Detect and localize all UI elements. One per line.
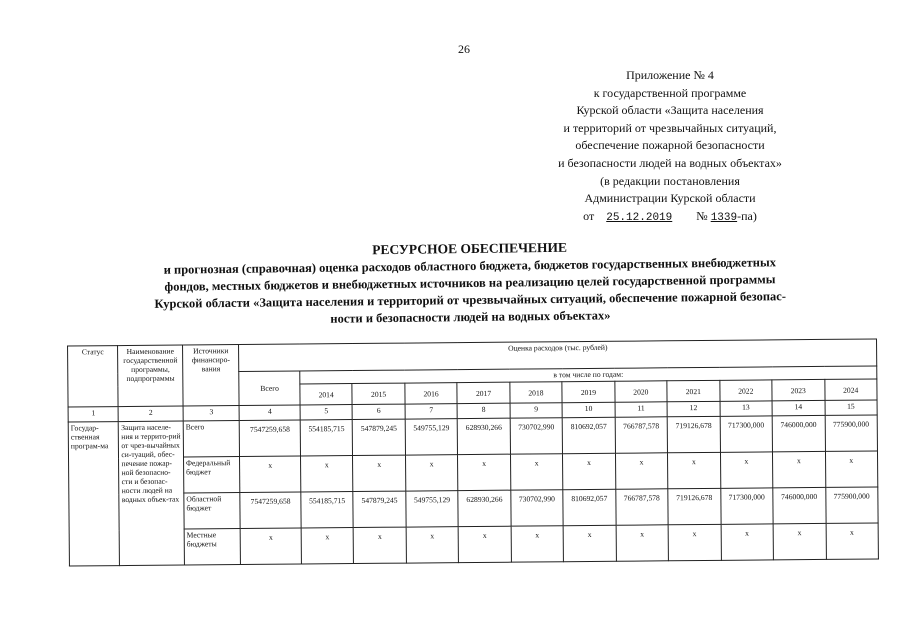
year-value-cell: 719126,678 xyxy=(668,488,721,524)
year-value-cell: 547879,245 xyxy=(353,491,406,527)
source-cell: Областной бюджет xyxy=(184,493,241,529)
year-value-cell: 554185,715 xyxy=(301,492,354,528)
total-cell: 7547259,658 xyxy=(240,492,301,529)
column-number: 1 xyxy=(68,407,119,422)
year-value-cell: x xyxy=(563,453,616,489)
appendix-block xyxy=(520,67,820,227)
year-value-cell: x xyxy=(773,523,826,559)
header-year: 2016 xyxy=(405,383,458,404)
decree-prefix: от xyxy=(583,208,595,223)
header-year: 2017 xyxy=(457,382,510,403)
column-number: 8 xyxy=(457,403,510,418)
title-line: и прогнозная (справочная) оценка расходов областного бюджета, бюджетов государственных внебюджетных xyxy=(163,255,777,277)
table-body xyxy=(68,415,878,566)
source-cell: Всего xyxy=(183,421,240,457)
year-value-cell: 775900,000 xyxy=(825,487,878,523)
appendix-line: Курской области «Защита населения xyxy=(576,103,764,118)
header-year: 2021 xyxy=(667,380,720,401)
year-value-cell: x xyxy=(458,526,511,562)
year-value-cell: x xyxy=(773,451,826,487)
year-value-cell: 746000,000 xyxy=(772,415,825,451)
appendix-line: Администрации Курской области xyxy=(584,191,756,206)
header-year: 2022 xyxy=(719,380,772,401)
header-by-year: в том числе по годам: xyxy=(300,366,877,384)
column-number: 15 xyxy=(825,400,878,415)
resource-table-wrapper xyxy=(67,338,879,571)
title-main: РЕСУРСНОЕ ОБЕСПЕЧЕНИЕ xyxy=(372,239,568,258)
year-value-cell: 810692,057 xyxy=(563,489,616,525)
year-value-cell: x xyxy=(458,454,511,490)
column-number: 11 xyxy=(615,402,668,417)
year-value-cell: 717300,000 xyxy=(720,416,773,452)
appendix-line: и территорий от чрезвычайных ситуаций, xyxy=(563,120,777,135)
year-value-cell: 746000,000 xyxy=(773,487,826,523)
column-number: 3 xyxy=(183,406,240,421)
year-value-cell: x xyxy=(721,524,774,560)
column-number: 14 xyxy=(772,400,825,415)
year-value-cell: 730702,990 xyxy=(510,418,563,454)
header-year: 2023 xyxy=(772,379,825,400)
year-value-cell: x xyxy=(354,527,407,563)
status-cell: Государ-ственная програм-ма xyxy=(68,422,120,566)
year-value-cell: x xyxy=(616,525,669,561)
decree-line xyxy=(520,208,820,228)
appendix-line: и безопасности людей на водных объектах» xyxy=(558,155,782,170)
year-value-cell: x xyxy=(353,455,406,491)
decree-date: 25.12.2019 xyxy=(606,211,673,224)
year-value-cell: x xyxy=(301,528,354,564)
total-cell: x xyxy=(240,456,301,493)
header-status: Статус xyxy=(68,346,119,407)
year-value-cell: x xyxy=(720,452,773,488)
year-value-cell: x xyxy=(615,453,668,489)
decree-number-prefix: № xyxy=(696,208,708,223)
year-value-cell: x xyxy=(668,524,721,560)
column-number: 4 xyxy=(240,405,301,421)
title-line: ности и безопасности людей на водных объектах» xyxy=(330,308,611,326)
header-sources: Источники финансиро-вания xyxy=(182,345,239,406)
appendix-line: к государственной программе xyxy=(593,85,747,100)
column-number: 7 xyxy=(405,404,458,419)
header-program-name: Наименование государственной программы, подпрограммы xyxy=(118,345,183,407)
appendix-line: Приложение № 4 xyxy=(626,68,714,82)
title-line: Курской области «Защита населения и территорий от чрезвычайных ситуаций, обеспечение пожарной безопас- xyxy=(154,289,787,311)
document-title xyxy=(70,235,871,331)
year-value-cell: 730702,990 xyxy=(511,490,564,526)
header-year: 2015 xyxy=(352,383,405,404)
year-value-cell: x xyxy=(300,456,353,492)
year-value-cell: x xyxy=(510,454,563,490)
year-value-cell: x xyxy=(406,527,459,563)
appendix-line: обеспечение пожарной безопасности xyxy=(575,138,765,153)
header-year: 2024 xyxy=(824,379,877,400)
appendix-line: (в редакции постановления xyxy=(600,173,740,188)
source-cell: Местные бюджеты xyxy=(184,529,241,565)
column-number: 9 xyxy=(510,403,563,418)
header-year: 2019 xyxy=(562,381,615,402)
year-value-cell: 549755,129 xyxy=(406,491,459,527)
year-value-cell: 547879,245 xyxy=(353,419,406,455)
header-year: 2014 xyxy=(300,384,353,405)
resource-table xyxy=(67,338,879,566)
year-value-cell: 628930,266 xyxy=(458,490,511,526)
table-row xyxy=(69,523,878,566)
header-total: Всего xyxy=(239,371,300,406)
column-number: 12 xyxy=(667,401,720,416)
year-value-cell: 766787,578 xyxy=(615,489,668,525)
column-number: 2 xyxy=(118,406,183,422)
decree-suffix: -па) xyxy=(737,208,757,223)
year-value-cell: x xyxy=(825,451,878,487)
year-value-cell: x xyxy=(511,526,564,562)
source-cell: Федеральный бюджет xyxy=(183,457,240,493)
year-value-cell: 775900,000 xyxy=(825,415,878,451)
column-number: 6 xyxy=(352,404,405,419)
title-line: фондов, местных бюджетов и внебюджетных источников на реализацию целей государственной программы xyxy=(164,272,776,294)
header-year: 2020 xyxy=(615,381,668,402)
header-estimate: Оценка расходов (тыс. рублей) xyxy=(239,339,877,372)
page-number: 26 xyxy=(458,42,470,56)
column-number: 5 xyxy=(300,405,353,420)
year-value-cell: x xyxy=(668,452,721,488)
year-value-cell: x xyxy=(405,455,458,491)
header-year: 2018 xyxy=(510,382,563,403)
total-cell: x xyxy=(241,528,302,565)
year-value-cell: 719126,678 xyxy=(667,416,720,452)
year-value-cell: 554185,715 xyxy=(300,420,353,456)
year-value-cell: 810692,057 xyxy=(562,417,615,453)
year-value-cell: 549755,129 xyxy=(405,419,458,455)
year-value-cell: 766787,578 xyxy=(615,417,668,453)
column-number: 10 xyxy=(562,402,615,417)
year-value-cell: x xyxy=(826,523,879,559)
year-value-cell: 717300,000 xyxy=(720,488,773,524)
total-cell: 7547259,658 xyxy=(240,420,301,457)
year-value-cell: x xyxy=(563,525,616,561)
column-number: 13 xyxy=(720,401,773,416)
year-value-cell: 628930,266 xyxy=(458,418,511,454)
program-cell: Защита населе-ния и террито-рий от чрез-вычайных си-туаций, обес-печение пожар-ной безопасно-сти и безопас-ности людей на водных объек-тах xyxy=(119,421,185,566)
decree-number: 1339 xyxy=(710,211,738,224)
